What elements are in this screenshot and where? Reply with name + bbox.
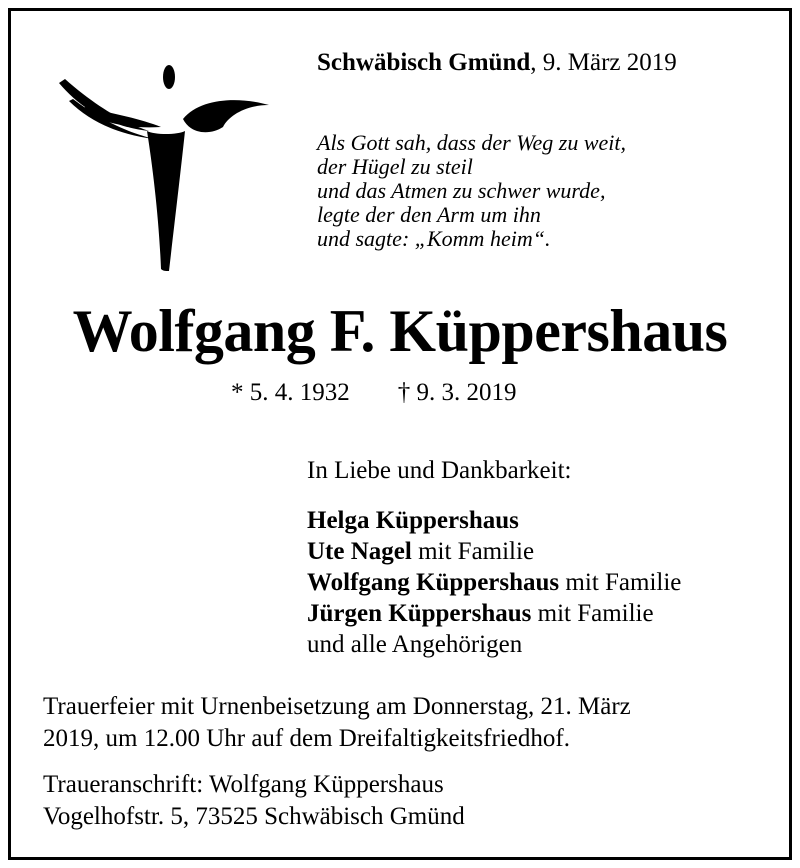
mourner-entry: Helga Küppershaus	[307, 507, 519, 534]
address-line: Vogelhofstr. 5, 73525 Schwäbisch Gmünd	[43, 803, 465, 830]
place-date: Schwäbisch Gmünd, 9. März 2019	[317, 49, 677, 76]
deceased-name: Wolfgang F. Küppershaus	[72, 298, 728, 364]
mourner-entry: Wolfgang Küppershaus mit Familie	[307, 569, 682, 596]
mourners-list	[307, 505, 681, 660]
mourning-address	[43, 769, 465, 833]
poem-line: legte der den Arm um ihn	[317, 202, 541, 227]
birth-date: * 5. 4. 1932	[231, 379, 350, 406]
poem-line: Als Gott sah, dass der Weg zu weit,	[317, 130, 627, 155]
service-info	[43, 691, 631, 755]
mourner-entry: Jürgen Küppershaus mit Familie	[307, 600, 654, 627]
service-line: Trauerfeier mit Urnenbeisetzung am Donnerstag, 21. März	[43, 693, 631, 720]
poem	[317, 131, 626, 251]
poem-line: der Hügel zu steil	[317, 154, 473, 179]
poem-line: und sagte: „Komm heim“.	[317, 226, 551, 251]
mourner-entry: Ute Nagel mit Familie	[307, 538, 535, 565]
address-line: Traueranschrift: Wolfgang Küppershaus	[43, 771, 444, 798]
thanks-intro: In Liebe und Dankbarkeit:	[307, 457, 572, 484]
mourner-entry: und alle Angehörigen	[307, 631, 523, 658]
life-dates	[231, 379, 517, 407]
poem-line: und das Atmen zu schwer wurde,	[317, 178, 606, 203]
service-line: 2019, um 12.00 Uhr auf dem Dreifaltigkeitsfriedhof.	[43, 725, 570, 752]
abstract-cross-figure-icon	[51, 49, 281, 279]
death-date: † 9. 3. 2019	[397, 379, 517, 406]
obituary-notice	[8, 8, 792, 860]
